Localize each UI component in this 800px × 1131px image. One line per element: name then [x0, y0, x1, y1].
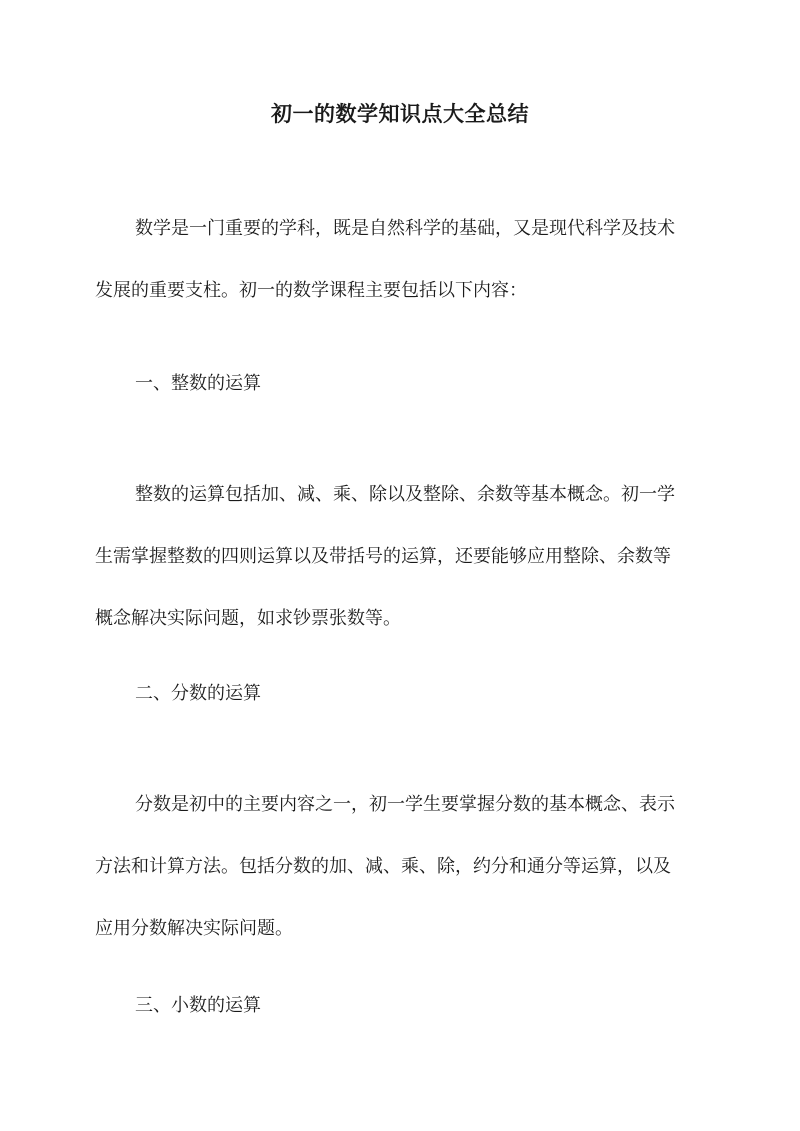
section-heading: 三、小数的运算 [135, 995, 261, 1016]
paragraph-line: 方法和计算方法。包括分数的加、减、乘、除，约分和通分等运算，以及 [95, 856, 671, 877]
paragraph-line: 数学是一门重要的学科，既是自然科学的基础，又是现代科学及技术 [135, 218, 675, 239]
document-title: 初一的数学知识点大全总结 [271, 101, 529, 126]
section-heading: 一、整数的运算 [135, 373, 261, 394]
paragraph-line: 整数的运算包括加、减、乘、除以及整除、余数等基本概念。初一学 [135, 484, 675, 505]
section-paragraph [95, 774, 710, 960]
section-heading: 二、分数的运算 [135, 683, 261, 704]
paragraph-line: 概念解决实际问题，如求钞票张数等。 [95, 608, 401, 629]
paragraph-line: 应用分数解决实际问题。 [95, 918, 293, 939]
paragraph-line: 分数是初中的主要内容之一，初一学生要掌握分数的基本概念、表示 [135, 794, 675, 815]
section-paragraph [95, 464, 710, 650]
paragraph-line: 生需掌握整数的四则运算以及带括号的运算，还要能够应用整除、余数等 [95, 546, 671, 567]
paragraph-line: 发展的重要支柱。初一的数学课程主要包括以下内容： [95, 280, 527, 301]
intro-paragraph [95, 198, 710, 322]
